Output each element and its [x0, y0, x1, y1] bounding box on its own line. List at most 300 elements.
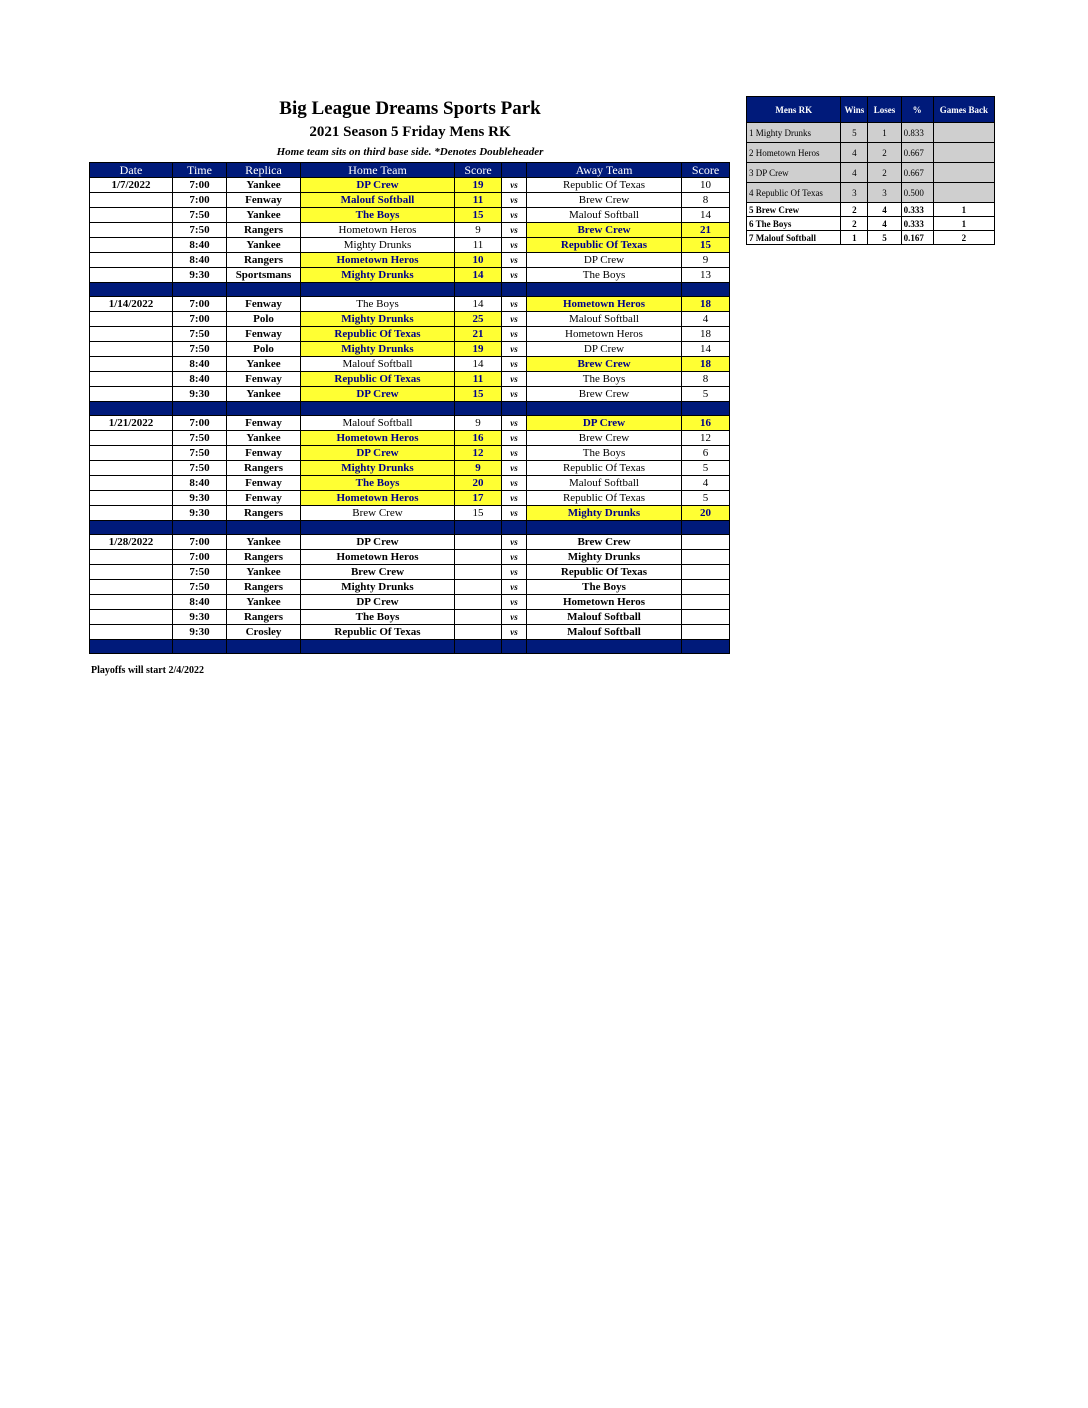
standings-team [747, 231, 841, 245]
vs-label: vs [502, 625, 527, 640]
vs-label: vs [502, 595, 527, 610]
standings-pct: 0.500 [901, 183, 933, 203]
home-score: 14 [455, 268, 502, 283]
away-team: Malouf Softball [527, 476, 682, 491]
home-score [455, 625, 502, 640]
game-field: Fenway [227, 476, 301, 491]
away-team: DP Crew [527, 416, 682, 431]
game-field: Rangers [227, 580, 301, 595]
standings-row [747, 183, 995, 203]
game-date [90, 193, 173, 208]
standings-team [747, 143, 841, 163]
separator-cell [90, 640, 173, 654]
away-team: Hometown Heros [527, 297, 682, 312]
vs-label: vs [502, 446, 527, 461]
standings-team-name: Hometown Heros [755, 147, 820, 158]
away-team: Mighty Drunks [527, 506, 682, 521]
home-team: The Boys [301, 476, 455, 491]
standings-col-loses: Loses [868, 97, 901, 123]
vs-label: vs [502, 327, 527, 342]
home-score: 15 [455, 208, 502, 223]
game-field: Yankee [227, 178, 301, 193]
standings-games-back [933, 123, 994, 143]
away-team: Republic Of Texas [527, 491, 682, 506]
home-score [455, 565, 502, 580]
separator-cell [527, 283, 682, 297]
standings-pct: 0.167 [901, 231, 933, 245]
away-team: Mighty Drunks [527, 550, 682, 565]
away-score [682, 625, 730, 640]
standings-col-team: Mens RK [747, 97, 841, 123]
away-score: 14 [682, 208, 730, 223]
separator-cell [455, 402, 502, 416]
separator-cell [90, 521, 173, 535]
away-team: Brew Crew [527, 357, 682, 372]
game-date [90, 208, 173, 223]
away-team: Malouf Softball [527, 208, 682, 223]
game-row [90, 416, 730, 431]
home-score: 17 [455, 491, 502, 506]
col-home-team: Home Team [301, 163, 455, 178]
home-score: 16 [455, 431, 502, 446]
game-field: Fenway [227, 193, 301, 208]
game-time: 7:00 [173, 178, 227, 193]
away-score: 16 [682, 416, 730, 431]
home-team: DP Crew [301, 446, 455, 461]
game-time: 8:40 [173, 372, 227, 387]
standings-loses: 3 [868, 183, 901, 203]
game-time: 8:40 [173, 253, 227, 268]
away-team: Hometown Heros [527, 327, 682, 342]
game-row [90, 342, 730, 357]
vs-label: vs [502, 253, 527, 268]
game-field: Rangers [227, 223, 301, 238]
home-team: Republic Of Texas [301, 372, 455, 387]
game-date [90, 476, 173, 491]
standings-wins: 1 [841, 231, 868, 245]
away-score: 15 [682, 238, 730, 253]
away-score [682, 580, 730, 595]
home-team: Republic Of Texas [301, 327, 455, 342]
home-team: Mighty Drunks [301, 342, 455, 357]
vs-label: vs [502, 238, 527, 253]
game-row [90, 565, 730, 580]
home-team: Mighty Drunks [301, 312, 455, 327]
vs-label: vs [502, 461, 527, 476]
game-date [90, 461, 173, 476]
game-row [90, 550, 730, 565]
schedule-note: Home team sits on third base side. *Denotes Doubleheader [276, 146, 544, 158]
standings-games-back: 1 [933, 203, 994, 217]
home-score: 14 [455, 357, 502, 372]
standings-body [747, 123, 995, 245]
game-field: Yankee [227, 565, 301, 580]
game-field: Fenway [227, 416, 301, 431]
away-score [682, 610, 730, 625]
game-time: 7:00 [173, 297, 227, 312]
col-vs [502, 163, 527, 178]
separator-cell [502, 640, 527, 654]
separator-cell [502, 521, 527, 535]
home-team: Hometown Heros [301, 550, 455, 565]
game-time: 9:30 [173, 268, 227, 283]
vs-label: vs [502, 431, 527, 446]
game-row [90, 193, 730, 208]
standings-team [747, 203, 841, 217]
home-team: Mighty Drunks [301, 238, 455, 253]
game-date [90, 550, 173, 565]
separator-cell [301, 402, 455, 416]
home-score [455, 580, 502, 595]
vs-label: vs [502, 223, 527, 238]
separator-cell [682, 521, 730, 535]
game-time: 7:50 [173, 208, 227, 223]
away-score: 8 [682, 372, 730, 387]
vs-label: vs [502, 565, 527, 580]
home-team: DP Crew [301, 535, 455, 550]
game-field: Polo [227, 342, 301, 357]
vs-label: vs [502, 416, 527, 431]
game-row [90, 208, 730, 223]
standings-games-back [933, 163, 994, 183]
home-team: DP Crew [301, 595, 455, 610]
home-score: 12 [455, 446, 502, 461]
game-row [90, 372, 730, 387]
game-row [90, 431, 730, 446]
game-row [90, 625, 730, 640]
away-score: 8 [682, 193, 730, 208]
home-score: 11 [455, 372, 502, 387]
game-field: Yankee [227, 431, 301, 446]
home-score: 10 [455, 253, 502, 268]
standings-wins: 4 [841, 163, 868, 183]
home-score: 15 [455, 506, 502, 521]
game-row [90, 297, 730, 312]
game-row [90, 238, 730, 253]
standings-loses: 4 [868, 203, 901, 217]
game-field: Fenway [227, 372, 301, 387]
home-team: The Boys [301, 297, 455, 312]
away-score: 18 [682, 297, 730, 312]
game-row [90, 327, 730, 342]
standings-loses: 4 [868, 217, 901, 231]
game-field: Yankee [227, 357, 301, 372]
away-score: 5 [682, 387, 730, 402]
away-team: Brew Crew [527, 223, 682, 238]
standings-pct: 0.833 [901, 123, 933, 143]
page-title: Big League Dreams Sports Park [279, 98, 541, 119]
standings-pct: 0.667 [901, 143, 933, 163]
game-time: 8:40 [173, 476, 227, 491]
week-separator [90, 521, 730, 535]
game-time: 7:00 [173, 535, 227, 550]
vs-label: vs [502, 372, 527, 387]
home-team: Malouf Softball [301, 193, 455, 208]
standings-rank: 6 [749, 218, 754, 229]
game-time: 9:30 [173, 506, 227, 521]
vs-label: vs [502, 312, 527, 327]
home-team: Malouf Softball [301, 357, 455, 372]
standings-loses: 1 [868, 123, 901, 143]
separator-cell [173, 283, 227, 297]
game-time: 9:30 [173, 491, 227, 506]
separator-cell [455, 283, 502, 297]
game-time: 8:40 [173, 595, 227, 610]
home-team: Hometown Heros [301, 253, 455, 268]
home-score: 14 [455, 297, 502, 312]
home-team: The Boys [301, 208, 455, 223]
home-score: 25 [455, 312, 502, 327]
game-field: Fenway [227, 446, 301, 461]
week-separator [90, 283, 730, 297]
week-separator [90, 402, 730, 416]
game-date [90, 580, 173, 595]
separator-cell [455, 521, 502, 535]
game-row [90, 491, 730, 506]
standings-rank: 2 [749, 147, 754, 158]
away-team: Republic Of Texas [527, 461, 682, 476]
game-row [90, 387, 730, 402]
home-score: 9 [455, 223, 502, 238]
vs-label: vs [502, 297, 527, 312]
separator-cell [227, 283, 301, 297]
game-time: 7:50 [173, 565, 227, 580]
game-row [90, 595, 730, 610]
standings-team-name: Republic Of Texas [755, 187, 823, 198]
away-score: 6 [682, 446, 730, 461]
separator-cell [502, 402, 527, 416]
game-date [90, 327, 173, 342]
game-date [90, 506, 173, 521]
standings-loses: 2 [868, 143, 901, 163]
home-score: 20 [455, 476, 502, 491]
standings-games-back: 1 [933, 217, 994, 231]
standings-pct: 0.667 [901, 163, 933, 183]
standings-row [747, 203, 995, 217]
game-field: Yankee [227, 595, 301, 610]
playoffs-note: Playoffs will start 2/4/2022 [91, 665, 205, 676]
col-away-team: Away Team [527, 163, 682, 178]
separator-cell [173, 402, 227, 416]
game-row [90, 506, 730, 521]
game-date [90, 372, 173, 387]
standings-col-wins: Wins [841, 97, 868, 123]
home-team: Hometown Heros [301, 491, 455, 506]
standings-col-games-back: Games Back [933, 97, 994, 123]
vs-label: vs [502, 268, 527, 283]
standings-wins: 2 [841, 217, 868, 231]
game-row [90, 223, 730, 238]
standings-wins: 5 [841, 123, 868, 143]
schedule-table [89, 162, 730, 654]
vs-label: vs [502, 342, 527, 357]
game-time: 7:50 [173, 431, 227, 446]
game-date [90, 565, 173, 580]
separator-cell [301, 521, 455, 535]
away-team: Brew Crew [527, 431, 682, 446]
home-team: Hometown Heros [301, 223, 455, 238]
vs-label: vs [502, 387, 527, 402]
standings-team-name: Brew Crew [755, 204, 800, 215]
game-date [90, 387, 173, 402]
game-field: Rangers [227, 506, 301, 521]
home-score: 21 [455, 327, 502, 342]
away-team: Brew Crew [527, 387, 682, 402]
col-date: Date [90, 163, 173, 178]
home-team: Mighty Drunks [301, 268, 455, 283]
game-row [90, 476, 730, 491]
standings-loses: 2 [868, 163, 901, 183]
separator-cell [682, 283, 730, 297]
standings-team-name: The Boys [755, 218, 792, 229]
standings-rank: 1 [749, 127, 754, 138]
vs-label: vs [502, 550, 527, 565]
game-time: 7:50 [173, 461, 227, 476]
game-field: Fenway [227, 297, 301, 312]
game-time: 9:30 [173, 387, 227, 402]
separator-cell [527, 402, 682, 416]
away-score [682, 550, 730, 565]
away-score: 14 [682, 342, 730, 357]
game-date [90, 610, 173, 625]
away-team: Brew Crew [527, 535, 682, 550]
separator-cell [527, 640, 682, 654]
away-score: 4 [682, 312, 730, 327]
away-team: Brew Crew [527, 193, 682, 208]
col-time: Time [173, 163, 227, 178]
away-score: 18 [682, 327, 730, 342]
standings-header-row [747, 97, 995, 123]
game-field: Yankee [227, 238, 301, 253]
game-time: 7:50 [173, 446, 227, 461]
game-field: Crosley [227, 625, 301, 640]
col-replica: Replica [227, 163, 301, 178]
away-score [682, 535, 730, 550]
home-team: Mighty Drunks [301, 580, 455, 595]
home-score: 19 [455, 342, 502, 357]
separator-cell [502, 283, 527, 297]
home-score [455, 550, 502, 565]
home-score: 11 [455, 193, 502, 208]
standings-team [747, 217, 841, 231]
vs-label: vs [502, 476, 527, 491]
away-score: 5 [682, 461, 730, 476]
home-score: 9 [455, 416, 502, 431]
separator-cell [227, 640, 301, 654]
away-score [682, 565, 730, 580]
game-time: 7:50 [173, 223, 227, 238]
away-team: Hometown Heros [527, 595, 682, 610]
away-team: Malouf Softball [527, 610, 682, 625]
home-team: Hometown Heros [301, 431, 455, 446]
game-field: Yankee [227, 208, 301, 223]
home-score: 11 [455, 238, 502, 253]
away-score: 5 [682, 491, 730, 506]
away-score [682, 595, 730, 610]
away-score: 21 [682, 223, 730, 238]
standings-row [747, 231, 995, 245]
game-date [90, 312, 173, 327]
game-field: Yankee [227, 535, 301, 550]
game-date [90, 238, 173, 253]
vs-label: vs [502, 535, 527, 550]
game-row [90, 253, 730, 268]
vs-label: vs [502, 580, 527, 595]
standings-wins: 3 [841, 183, 868, 203]
game-field: Sportsmans [227, 268, 301, 283]
game-field: Rangers [227, 253, 301, 268]
game-field: Rangers [227, 461, 301, 476]
separator-cell [455, 640, 502, 654]
standings-rank: 5 [749, 204, 754, 215]
game-date [90, 431, 173, 446]
standings-loses: 5 [868, 231, 901, 245]
home-team: Malouf Softball [301, 416, 455, 431]
game-row [90, 610, 730, 625]
away-team: Republic Of Texas [527, 178, 682, 193]
game-time: 9:30 [173, 610, 227, 625]
home-score [455, 595, 502, 610]
game-date [90, 223, 173, 238]
standings-team-name: Malouf Softball [755, 232, 817, 243]
game-time: 7:50 [173, 327, 227, 342]
standings-row [747, 217, 995, 231]
game-date [90, 625, 173, 640]
home-team: Brew Crew [301, 506, 455, 521]
away-team: Malouf Softball [527, 625, 682, 640]
separator-cell [227, 402, 301, 416]
game-row [90, 446, 730, 461]
game-field: Polo [227, 312, 301, 327]
away-team: The Boys [527, 268, 682, 283]
separator-cell [227, 521, 301, 535]
standings-col-pct: % [901, 97, 933, 123]
away-score: 20 [682, 506, 730, 521]
away-score: 4 [682, 476, 730, 491]
week-separator [90, 640, 730, 654]
game-row [90, 535, 730, 550]
game-row [90, 178, 730, 193]
away-team: DP Crew [527, 342, 682, 357]
separator-cell [90, 283, 173, 297]
standings-team-name: Mighty Drunks [755, 127, 812, 138]
vs-label: vs [502, 208, 527, 223]
standings-games-back: 2 [933, 231, 994, 245]
separator-cell [682, 640, 730, 654]
standings-pct: 0.333 [901, 217, 933, 231]
away-score: 12 [682, 431, 730, 446]
game-time: 8:40 [173, 357, 227, 372]
game-field: Rangers [227, 550, 301, 565]
vs-label: vs [502, 178, 527, 193]
game-time: 7:50 [173, 580, 227, 595]
schedule-header-row [90, 163, 730, 178]
home-score: 15 [455, 387, 502, 402]
separator-cell [527, 521, 682, 535]
game-time: 7:00 [173, 416, 227, 431]
away-team: The Boys [527, 372, 682, 387]
game-date: 1/14/2022 [90, 297, 173, 312]
game-time: 7:50 [173, 342, 227, 357]
home-team: DP Crew [301, 387, 455, 402]
standings-games-back [933, 183, 994, 203]
game-date [90, 491, 173, 506]
separator-cell [682, 402, 730, 416]
away-score: 18 [682, 357, 730, 372]
separator-cell [90, 402, 173, 416]
separator-cell [173, 640, 227, 654]
away-team: Republic Of Texas [527, 238, 682, 253]
